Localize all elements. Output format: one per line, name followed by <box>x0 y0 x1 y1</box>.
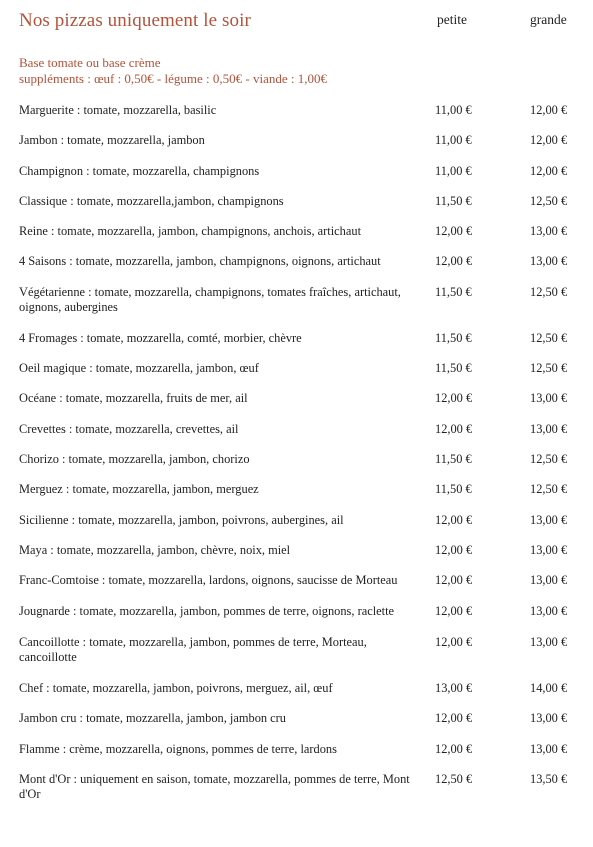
pizza-row <box>19 772 585 802</box>
price-petite: 12,00 € <box>435 573 473 588</box>
price-petite: 11,50 € <box>435 451 472 466</box>
price-grande: 13,00 € <box>530 711 568 726</box>
price-petite: 11,50 € <box>435 361 472 376</box>
pizza-row <box>19 103 585 118</box>
pizza-description: Classique : tomate, mozzarella,jambon, champignons <box>19 193 284 208</box>
pizza-description: Flamme : crème, mozzarella, oignons, pommes de terre, lardons <box>19 741 337 756</box>
pizza-row <box>19 482 585 497</box>
price-grande: 13,00 € <box>530 421 568 436</box>
price-petite: 12,50 € <box>435 772 473 787</box>
pizza-row <box>19 224 585 239</box>
price-grande: 13,50 € <box>530 772 568 787</box>
base-info <box>19 55 327 87</box>
price-grande: 12,50 € <box>530 361 568 376</box>
pizza-description: Franc-Comtoise : tomate, mozzarella, lardons, oignons, saucisse de Morteau <box>19 573 398 588</box>
pizza-description: Chef : tomate, mozzarella, jambon, poivrons, merguez, ail, œuf <box>19 681 333 696</box>
pizza-description: Jambon cru : tomate, mozzarella, jambon, jambon cru <box>19 711 286 726</box>
pizza-description: 4 Saisons : tomate, mozzarella, jambon, champignons, oignons, artichaut <box>19 254 381 269</box>
pizza-description: Merguez : tomate, mozzarella, jambon, merguez <box>19 482 259 497</box>
price-grande: 13,00 € <box>530 604 568 619</box>
pizza-description: Champignon : tomate, mozzarella, champignons <box>19 163 260 178</box>
price-grande: 14,00 € <box>530 681 568 696</box>
price-petite: 12,00 € <box>435 604 473 619</box>
price-grande: 13,00 € <box>530 512 568 527</box>
price-petite: 11,50 € <box>435 284 472 299</box>
pizza-row <box>19 254 585 269</box>
price-petite: 13,00 € <box>435 681 473 696</box>
pizza-row <box>19 604 585 619</box>
price-petite: 12,00 € <box>435 224 473 239</box>
pizza-row <box>19 422 585 437</box>
pizza-row <box>19 635 585 665</box>
price-petite: 12,00 € <box>435 254 473 269</box>
price-petite: 11,50 € <box>435 330 472 345</box>
pizza-row <box>19 711 585 726</box>
price-petite: 11,00 € <box>435 103 472 117</box>
page-title: Nos pizzas uniquement le soir <box>19 10 251 31</box>
price-grande: 13,00 € <box>530 741 568 756</box>
pizza-row <box>19 513 585 528</box>
pizza-description: Jougnarde : tomate, mozzarella, jambon, pommes de terre, oignons, raclette <box>19 604 395 619</box>
price-grande: 12,50 € <box>530 482 568 497</box>
base-line: Base tomate ou base crème <box>19 55 161 70</box>
price-petite: 11,00 € <box>435 133 472 148</box>
pizza-row <box>19 133 585 148</box>
pizza-list <box>19 103 585 818</box>
price-grande: 12,00 € <box>530 163 568 178</box>
pizza-description: Marguerite : tomate, mozzarella, basilic <box>19 103 217 117</box>
pizza-description: Océane : tomate, mozzarella, fruits de mer, ail <box>19 391 248 406</box>
price-grande: 13,00 € <box>530 224 568 239</box>
price-petite: 11,50 € <box>435 193 472 208</box>
price-grande: 13,00 € <box>530 542 568 557</box>
column-header-petite: petite <box>437 12 467 27</box>
price-petite: 12,00 € <box>435 711 473 726</box>
pizza-row <box>19 391 585 406</box>
price-grande: 12,00 € <box>530 133 568 148</box>
pizza-row <box>19 543 585 558</box>
pizza-description: Mont d'Or : uniquement en saison, tomate, mozzarella, pommes de terre, Mont d'Or <box>19 772 410 802</box>
pizza-row <box>19 681 585 696</box>
pizza-description: Végétarienne : tomate, mozzarella, champignons, tomates fraîches, artichaut, oignons, aubergines <box>19 284 401 314</box>
price-grande: 12,50 € <box>530 284 568 299</box>
price-grande: 13,00 € <box>530 254 568 269</box>
price-petite: 12,00 € <box>435 512 473 527</box>
price-grande: 12,00 € <box>530 103 568 117</box>
price-grande: 12,50 € <box>530 330 568 345</box>
price-grande: 13,00 € <box>530 573 568 588</box>
column-header-grande: grande <box>530 12 567 27</box>
supplements-line: suppléments : œuf : 0,50€ - légume : 0,50€ - viande : 1,00€ <box>19 71 327 86</box>
pizza-description: Chorizo : tomate, mozzarella, jambon, chorizo <box>19 451 250 466</box>
pizza-row <box>19 285 585 315</box>
pizza-row <box>19 361 585 376</box>
price-grande: 12,50 € <box>530 193 568 208</box>
pizza-description: Reine : tomate, mozzarella, jambon, champignons, anchois, artichaut <box>19 224 362 239</box>
pizza-row <box>19 573 585 588</box>
price-petite: 12,00 € <box>435 421 473 436</box>
price-petite: 12,00 € <box>435 391 473 406</box>
pizza-description: Crevettes : tomate, mozzarella, crevettes, ail <box>19 421 239 436</box>
price-petite: 11,00 € <box>435 163 472 178</box>
pizza-description: Cancoillotte : tomate, mozzarella, jambon, pommes de terre, Morteau, cancoillotte <box>19 635 367 665</box>
pizza-description: 4 Fromages : tomate, mozzarella, comté, morbier, chèvre <box>19 330 302 345</box>
price-grande: 13,00 € <box>530 391 568 406</box>
pizza-row <box>19 452 585 467</box>
price-petite: 12,00 € <box>435 741 473 756</box>
price-petite: 12,00 € <box>435 635 473 650</box>
price-grande: 12,50 € <box>530 451 568 466</box>
pizza-description: Sicilienne : tomate, mozzarella, jambon, poivrons, aubergines, ail <box>19 512 344 527</box>
pizza-description: Maya : tomate, mozzarella, jambon, chèvre, noix, miel <box>19 542 291 557</box>
price-grande: 13,00 € <box>530 635 568 650</box>
pizza-row <box>19 194 585 209</box>
price-petite: 12,00 € <box>435 542 473 557</box>
pizza-row <box>19 742 585 757</box>
pizza-row <box>19 331 585 346</box>
price-petite: 11,50 € <box>435 482 472 497</box>
pizza-row <box>19 164 585 179</box>
pizza-description: Jambon : tomate, mozzarella, jambon <box>19 133 205 148</box>
pizza-description: Oeil magique : tomate, mozzarella, jambon, œuf <box>19 361 259 376</box>
